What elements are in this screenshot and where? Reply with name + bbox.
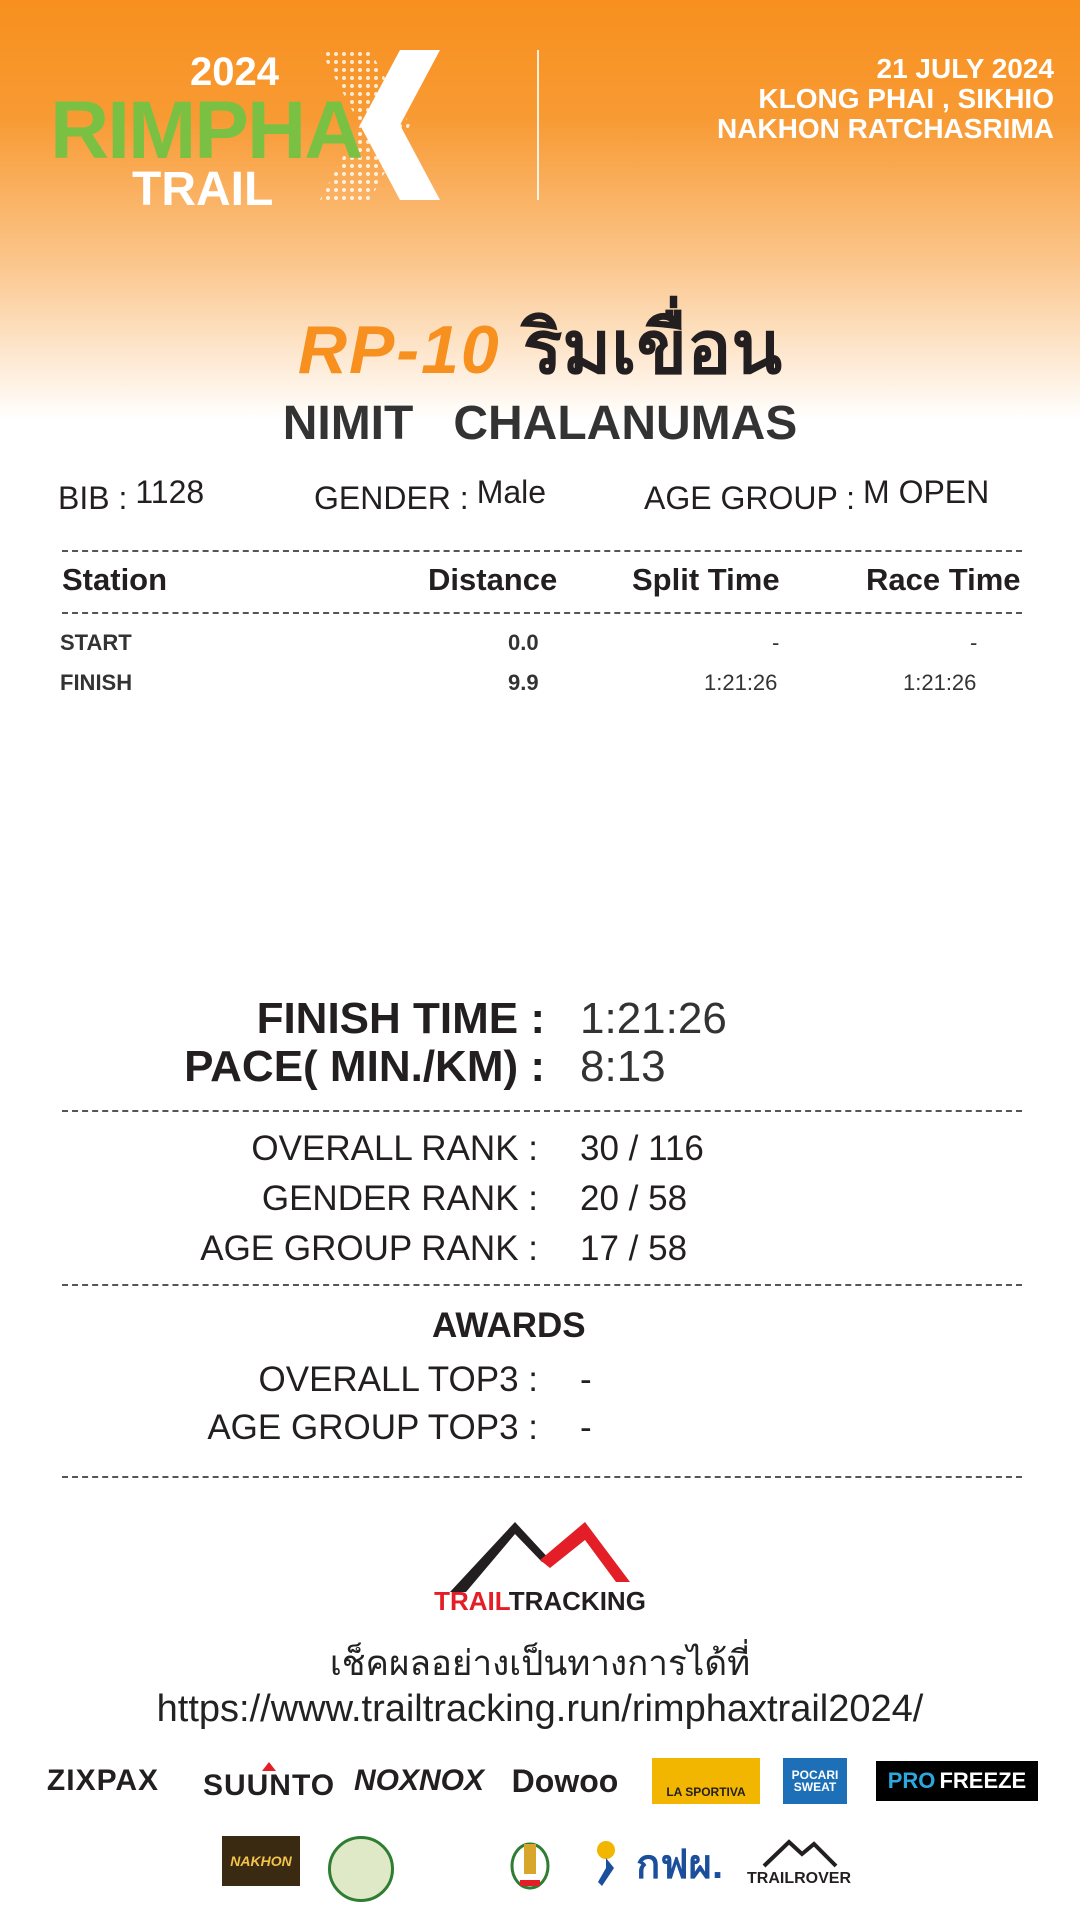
col-header-split-time: Split Time	[632, 562, 780, 597]
bib-info	[58, 474, 205, 517]
bib-value: 1128	[135, 474, 205, 510]
age-group-rank-label: AGE GROUP RANK :	[200, 1229, 538, 1268]
trailrover-logo	[744, 1836, 854, 1892]
profreeze-text-1: PRO	[887, 1768, 936, 1793]
gender-label: GENDER :	[314, 480, 469, 516]
race-name-thai: ริมเขื่อน	[522, 306, 783, 389]
trailrover-text: TRAILROVER	[747, 1870, 851, 1887]
district-seal-icon	[328, 1836, 394, 1902]
trailrover-mountain-icon	[744, 1836, 854, 1870]
event-location-line-2: NAKHON RATCHASRIMA	[716, 113, 1054, 144]
gender-rank-value: 20 / 58	[580, 1179, 688, 1218]
sponsor-suunto-logo	[196, 1758, 342, 1804]
bib-label: BIB :	[58, 480, 128, 516]
logo-main-text: RIMPHA	[50, 85, 362, 176]
race-code: RP-10	[297, 312, 501, 388]
overall-rank-label: OVERALL RANK :	[251, 1129, 538, 1168]
age-group-value: M OPEN	[863, 474, 990, 510]
event-date: 21 JULY 2024	[876, 53, 1054, 84]
distance-cell: 9.9	[508, 670, 539, 695]
suunto-text: SUUNTO	[202, 1768, 336, 1802]
sponsor-zixpax-logo: ZIXPAX	[46, 1764, 160, 1797]
sponsor-profreeze-logo	[876, 1761, 1038, 1801]
pocari-text-2: SWEAT	[793, 1780, 837, 1794]
col-header-distance: Distance	[428, 562, 558, 597]
split-time-cell: -	[772, 630, 780, 655]
official-results-note: เช็คผลอย่างเป็นทางการได้ที่	[329, 1644, 751, 1683]
race-title	[0, 288, 1080, 406]
nakhon-text: NAKHON	[230, 1853, 292, 1869]
race-time-cell: -	[970, 630, 978, 655]
egat-emblem-icon	[592, 1838, 632, 1890]
col-header-race-time: Race Time	[866, 562, 1021, 597]
station-cell: FINISH	[60, 670, 133, 695]
event-location-line-1: KLONG PHAI , SIKHIO	[758, 83, 1054, 114]
egat-logo	[592, 1836, 742, 1892]
rimpha-trail-logo	[50, 50, 490, 216]
sponsor-noxnox-logo: NOXNOX	[353, 1764, 485, 1797]
age-group-label: AGE GROUP :	[644, 480, 856, 516]
age-group-rank-value: 17 / 58	[580, 1229, 688, 1268]
results-url-link[interactable]: https://www.trailtracking.run/rimphaxtrail2024/	[156, 1688, 924, 1730]
pace-label: PACE( MIN./KM) :	[184, 1042, 545, 1091]
divider	[62, 612, 1022, 614]
divider	[62, 1476, 1022, 1478]
logo-year: 2024	[190, 50, 279, 94]
age-group-top3-label: AGE GROUP TOP3 :	[207, 1408, 538, 1447]
pocari-text-1: POCARI	[791, 1768, 839, 1782]
finish-time-label: FINISH TIME :	[256, 994, 545, 1043]
divider	[62, 1284, 1022, 1286]
station-cell: START	[60, 630, 132, 655]
gender-rank-label: GENDER RANK :	[261, 1179, 538, 1218]
col-header-station: Station	[62, 562, 168, 597]
gender-value: Male	[476, 474, 547, 510]
divider	[62, 550, 1022, 552]
event-info	[717, 54, 1054, 144]
logo-sub-text: TRAIL	[132, 163, 274, 216]
runner-name: NIMIT CHALANUMAS	[282, 397, 798, 450]
nakhon-ratchasima-logo	[222, 1836, 300, 1886]
race-time-cell: 1:21:26	[903, 670, 977, 695]
distance-cell: 0.0	[508, 630, 539, 655]
divider	[62, 1110, 1022, 1112]
sponsor-dowoo-logo: Dowoo	[511, 1762, 619, 1799]
age-group-top3-value: -	[580, 1408, 592, 1447]
profreeze-text-2: FREEZE	[939, 1768, 1027, 1793]
province-emblem-icon	[508, 1836, 552, 1892]
overall-rank-value: 30 / 116	[580, 1129, 704, 1168]
gender-info	[314, 474, 547, 517]
sponsor-pocari-logo	[783, 1758, 847, 1804]
split-time-cell: 1:21:26	[704, 670, 778, 695]
sponsor-lasportiva-logo	[652, 1758, 760, 1804]
trailtracking-brand	[0, 1586, 1080, 1617]
awards-title: AWARDS	[432, 1306, 586, 1345]
age-group-info	[644, 474, 990, 517]
overall-top3-value: -	[580, 1360, 592, 1399]
brand-tracking: TRACKING	[508, 1586, 646, 1616]
header-divider	[537, 50, 539, 200]
brand-trail: TRAIL	[434, 1586, 509, 1616]
finish-time-value: 1:21:26	[580, 994, 727, 1043]
lasportiva-text: LA SPORTIVA	[666, 1785, 746, 1799]
overall-top3-label: OVERALL TOP3 :	[258, 1360, 538, 1399]
pace-value: 8:13	[580, 1042, 666, 1091]
egat-text: กฟผ.	[636, 1843, 724, 1887]
